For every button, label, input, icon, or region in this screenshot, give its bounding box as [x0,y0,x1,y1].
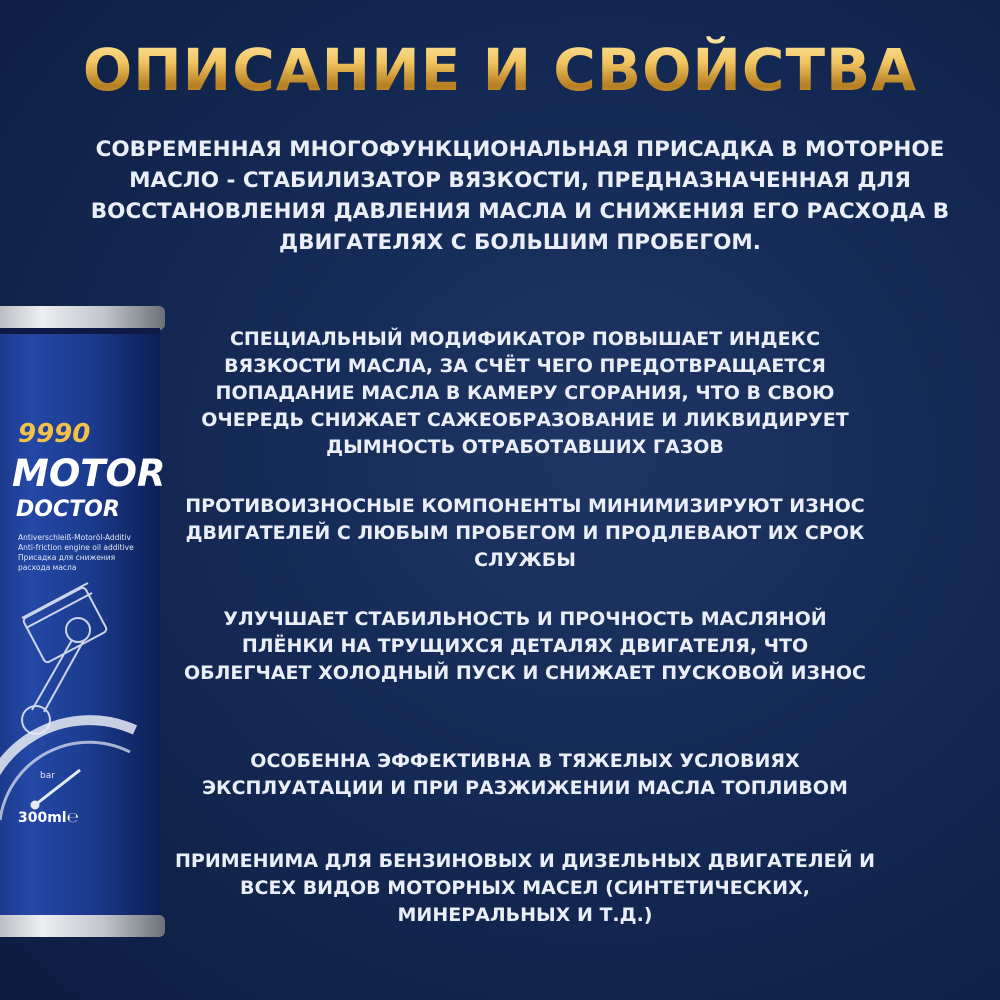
can-top-rim [0,306,165,330]
feature-item-2: ПРОТИВОИЗНОСНЫЕ КОМПОНЕНТЫ МИНИМИЗИРУЮТ ИЗНОС ДВИГАТЕЛЕЙ С ЛЮБЫМ ПРОБЕГОМ И ПРОДЛЕВАЮТ ИХ СРОК СЛУЖБЫ [185,495,865,571]
product-volume: 300ml℮ [18,810,79,826]
product-name-line2: DOCTOR [16,497,120,522]
can-bottom-rim [0,915,165,937]
product-code: 9990 [18,419,91,449]
gauge-label: bar [40,771,55,781]
product-desc-2: Anti-friction engine oil additive [18,543,134,552]
feature-item-1: СПЕЦИАЛЬНЫЙ МОДИФИКАТОР ПОВЫШАЕТ ИНДЕКС ВЯЗКОСТИ МАСЛА, ЗА СЧЁТ ЧЕГО ПРЕДОТВРАЩАЕТСЯ ПОПАДАНИЕ МАСЛА В КАМЕРУ СГОРАНИЯ, ЧТО В СВОЮ ОЧЕРЕДЬ СНИЖАЕТ САЖЕОБРАЗОВАНИЕ И ЛИКВИДИРУЕТ ДЫМНОСТЬ ОТРАБОТАВШИХ ГАЗОВ [201,328,849,458]
intro-paragraph: СОВРЕМЕННАЯ МНОГОФУНКЦИОНАЛЬНАЯ ПРИСАДКА В МОТОРНОЕ МАСЛО - СТАБИЛИЗАТОР ВЯЗКОСТИ, ПРЕДНАЗНАЧЕННАЯ ДЛЯ ВОССТАНОВЛЕНИЯ ДАВЛЕНИЯ МАСЛА И СНИЖЕНИЯ ЕГО РАСХОДА В ДВИГАТЕЛЯХ С БОЛЬШИМ ПРОБЕГОМ. [90,137,950,255]
page-title: ОПИСАНИЕ И СВОЙСТВА [0,30,1000,110]
product-can-image [0,300,170,940]
feature-item-5: ПРИМЕНИМА ДЛЯ БЕНЗИНОВЫХ И ДИЗЕЛЬНЫХ ДВИГАТЕЛЕЙ И ВСЕХ ВИДОВ МОТОРНЫХ МАСЕЛ (СИНТЕТИЧЕСКИХ, МИНЕРАЛЬНЫХ И Т.Д.) [175,850,876,926]
product-desc-4: расхода масла [18,563,77,572]
product-desc-3: Присадка для снижения [18,553,116,562]
product-desc-1: Antiverschleiß-Motoröl-Additiv [18,533,131,542]
feature-item-4: ОСОБЕННА ЭФФЕКТИВНА В ТЯЖЕЛЫХ УСЛОВИЯХ ЭКСПЛУАТАЦИИ И ПРИ РАЗЖИЖЕНИИ МАСЛА ТОПЛИВОМ [202,750,848,799]
feature-item-3: УЛУЧШАЕТ СТАБИЛЬНОСТЬ И ПРОЧНОСТЬ МАСЛЯНОЙ ПЛЁНКИ НА ТРУЩИХСЯ ДЕТАЛЯХ ДВИГАТЕЛЯ, ЧТО ОБЛЕГЧАЕТ ХОЛОДНЫЙ ПУСК И СНИЖАЕТ ПУСКОВОЙ ИЗНОС [183,608,866,684]
product-name-line1: MOTOR [12,452,166,495]
